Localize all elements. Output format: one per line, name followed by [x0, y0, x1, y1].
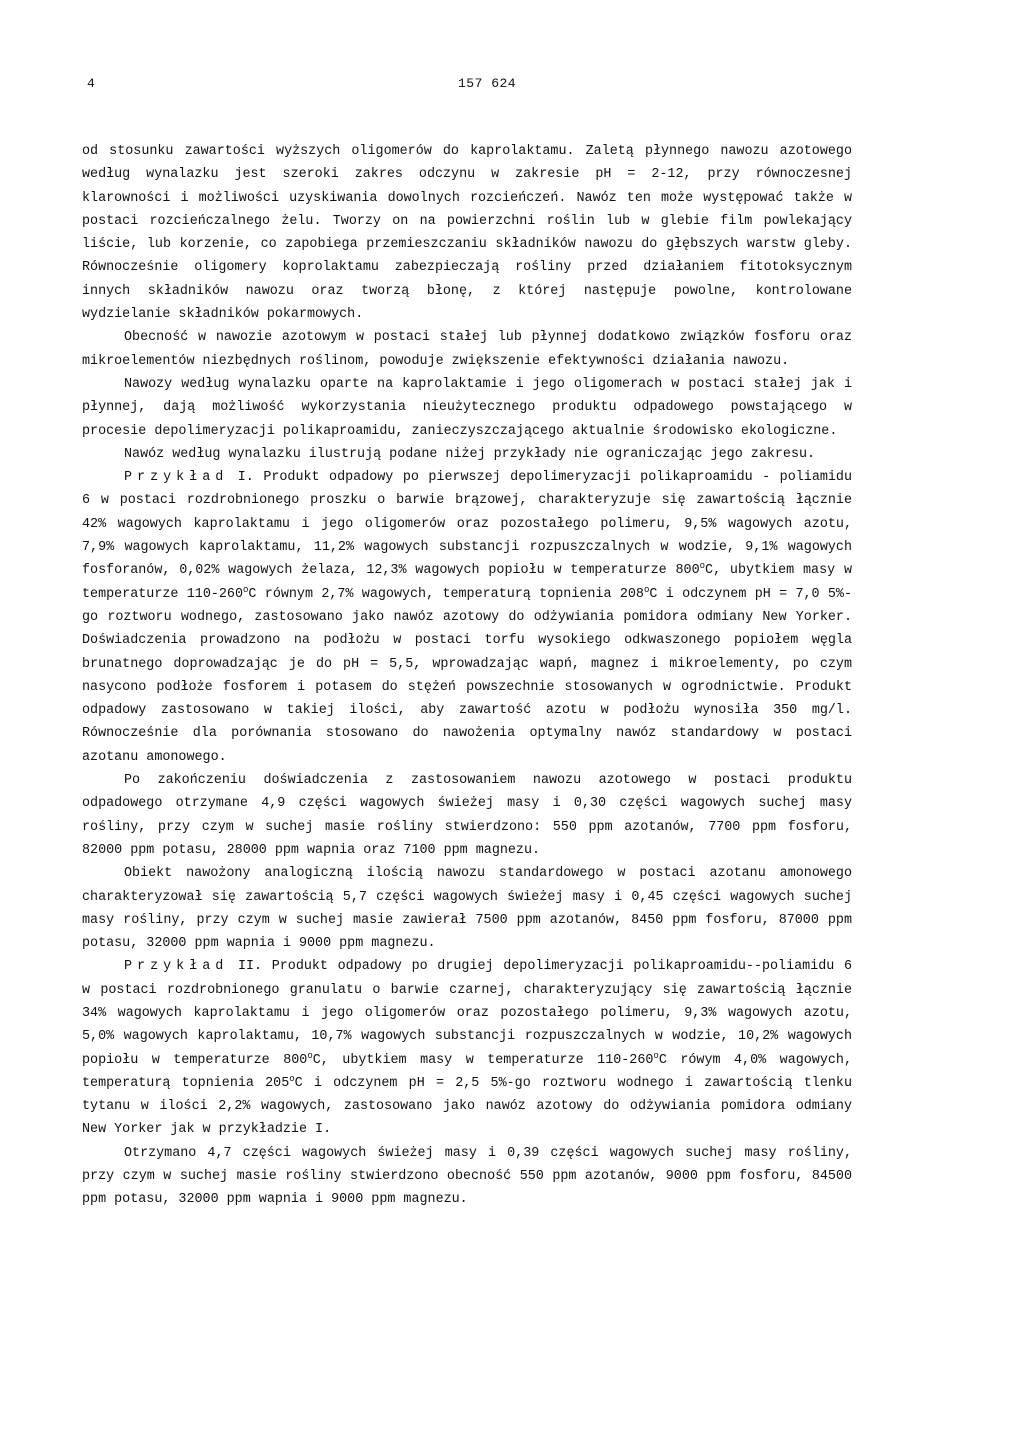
page-number: 4 [87, 76, 95, 91]
document-number: 157 624 [458, 76, 517, 91]
example-1-text-a: C, ubytkiem masy w temperaturze 110-260 [82, 563, 852, 602]
degree-sign: o [653, 1050, 659, 1061]
paragraph-3: Nawozy według wynalazku oparte na kaprolaktamie i jego oligomerach w postaci stałej jak i płynnej, dają możliwość wykorzystania nieużytecznego produktu odpadowego powstającego w procesie depolimeryzacji polikaproamidu, zanieczyszczającego aktualnie środowisko ekologiczne. [82, 376, 852, 439]
example-2-label: Przykład [124, 959, 229, 975]
paragraph-5: Po zakończeniu doświadczenia z zastosowaniem nawozu azotowego w postaci produktu odpadowego otrzymane 4,9 części wagowych świeżej masy i 0,30 części wagowych suchej masy rośliny, przy czym w suchej masie rośliny stwierdzono: 550 ppm azotanów, 7700 ppm fosforu, 82000 ppm potasu, 28000 ppm wapnia oraz 7100 ppm magnezu. [82, 773, 852, 858]
example-1-paragraph [82, 466, 852, 769]
paragraph-4: Nawóz według wynalazku ilustrują podane niżej przykłady nie ograniczając jego zakresu. [124, 446, 816, 462]
degree-sign: o [699, 561, 706, 572]
paragraph-2: Obecność w nawozie azotowym w postaci stałej lub płynnej dodatkowo związków fosforu oraz mikroelementów niezbędnych roślinom, powoduje zwiększenie efektywności działania nawozu. [82, 330, 852, 369]
example-2-text-a: C, ubytkiem masy w temperaturze 110-260 [312, 1052, 654, 1068]
degree-sign: o [643, 584, 650, 595]
example-1-label: Przykład [124, 470, 229, 486]
final-paragraph: Otrzymano 4,7 części wagowych świeżej masy i 0,39 części wagowych suchej masy rośliny, przy czym w suchej masie rośliny stwierdzono obecność 550 ppm azotanów, 9000 ppm fosforu, 84500 ppm potasu, 32000 ppm wapnia i 9000 ppm magnezu. [82, 1145, 852, 1208]
example-1-rest: C i odczynem pH = 7,0 5%-go roztworu wodnego, zastosowano jako nawóz azotowy do odżywiania pomidora odmiany New Yorker. Doświadczenia prowadzono na podłożu w postaci torfu wysokiego odkwaszonego popiołem węgla brunatnego doprowadzając je do pH = 5,5, wprowadzając wapń, magnez i mikroelementy, po czym nasycono podłoże fosforem i potasem do stężeń powszechnie stosowanych w ogrodnictwie. Produkt odpadowy zastosowano w takiej ilości, aby zawartość azotu w podłożu wynosiła 350 mg/l. Równocześnie dla porównania stosowano do nawożenia optymalny nawóz standardowy w postaci azotanu amonowego. [82, 586, 852, 765]
example-2-rest: C i odczynem pH = 2,5 5%-go roztworu wodnego i zawartością tlenku tytanu w ilości 2,2% wagowych, zastosowano jako nawóz azotowy do odżywiania pomidora odmiany New Yorker jak w przykładzie I. [82, 1075, 852, 1138]
degree-sign: o [243, 584, 249, 595]
paragraph-6: Obiekt nawożony analogiczną ilością nawozu standardowego w postaci azotanu amonowego charakteryzował się zawartością 5,7 części wagowych świeżej masy i 0,45 części wagowych suchej masy rośliny, przy czym w suchej masie zawierał 7500 ppm azotanów, 8450 ppm fosforu, 87000 ppm potasu, 32000 ppm wapnia i 9000 ppm magnezu. [82, 866, 852, 952]
example-1-intro: I. Produkt odpadowy po pierwszej depolimeryzacji polikaproamidu - poliamidu 6 w postaci rozdrobnionego proszku o barwie brązowej, charakteryzuje się zawartością łącznie 42% wagowych kaprolaktamu i jego oligomerów oraz pozostałego polimeru, 9,5% wagowych azotu, 7,9% wagowych kaprolaktamu, 11,2% wagowych substancji rozpuszczalnych w wodzie, 9,1% wagowych fosforanów, 0,02% wagowych żelaza, 12,3% wagowych popiołu w temperaturze 800 [82, 470, 852, 579]
degree-sign: o [307, 1050, 313, 1061]
degree-sign: o [289, 1073, 295, 1084]
example-1-text-b: C równym 2,7% wagowych, temperaturą topnienia 208 [248, 586, 644, 602]
paragraph-1: od stosunku zawartości wyższych oligomerów do kaprolaktamu. Zaletą płynnego nawozu azotowego według wynalazku jest szeroki zakres odczynu w zakresie pH = 2-12, przy równoczesnej klarowności i możliwości uzyskiwania dowolnych rozcieńczeń. Nawóz ten może występować także w postaci rozcieńczalnego żelu. Tworzy on na powierzchni roślin lub w glebie film powlekający liście, lub korzenie, co zapobiega przemieszczaniu składników nawozu do głębszych warstw gleby. Równocześnie oligomery koprolaktamu zabezpieczają rośliny przed działaniem fitotoksycznym innych składników nawozu oraz tworzą błonę, z której następuje powolne, kontrolowane wydzielanie składników pokarmowych. [82, 144, 852, 323]
document-body [82, 140, 852, 1212]
example-2-paragraph [82, 955, 852, 1141]
example-2-text-b: C rówym 4,0% wagowych, temperaturą topnienia 205 [82, 1052, 852, 1091]
example-2-intro: II. Produkt odpadowy po drugiej depolimeryzacji polikaproamidu--poliamidu 6 w postaci rozdrobnionego granulatu o barwie czarnej, charakteryzujący się zawartością łącznie 34% wagowych kaprolaktamu i jego oligomerów oraz pozostałego polimeru, 9,3% wagowych azotu, 5,0% wagowych kaprolaktamu, 10,7% wagowych substancji rozpuszczalnych w wodzie, 10,2% wagowych popiołu w temperaturze 800 [82, 959, 852, 1068]
